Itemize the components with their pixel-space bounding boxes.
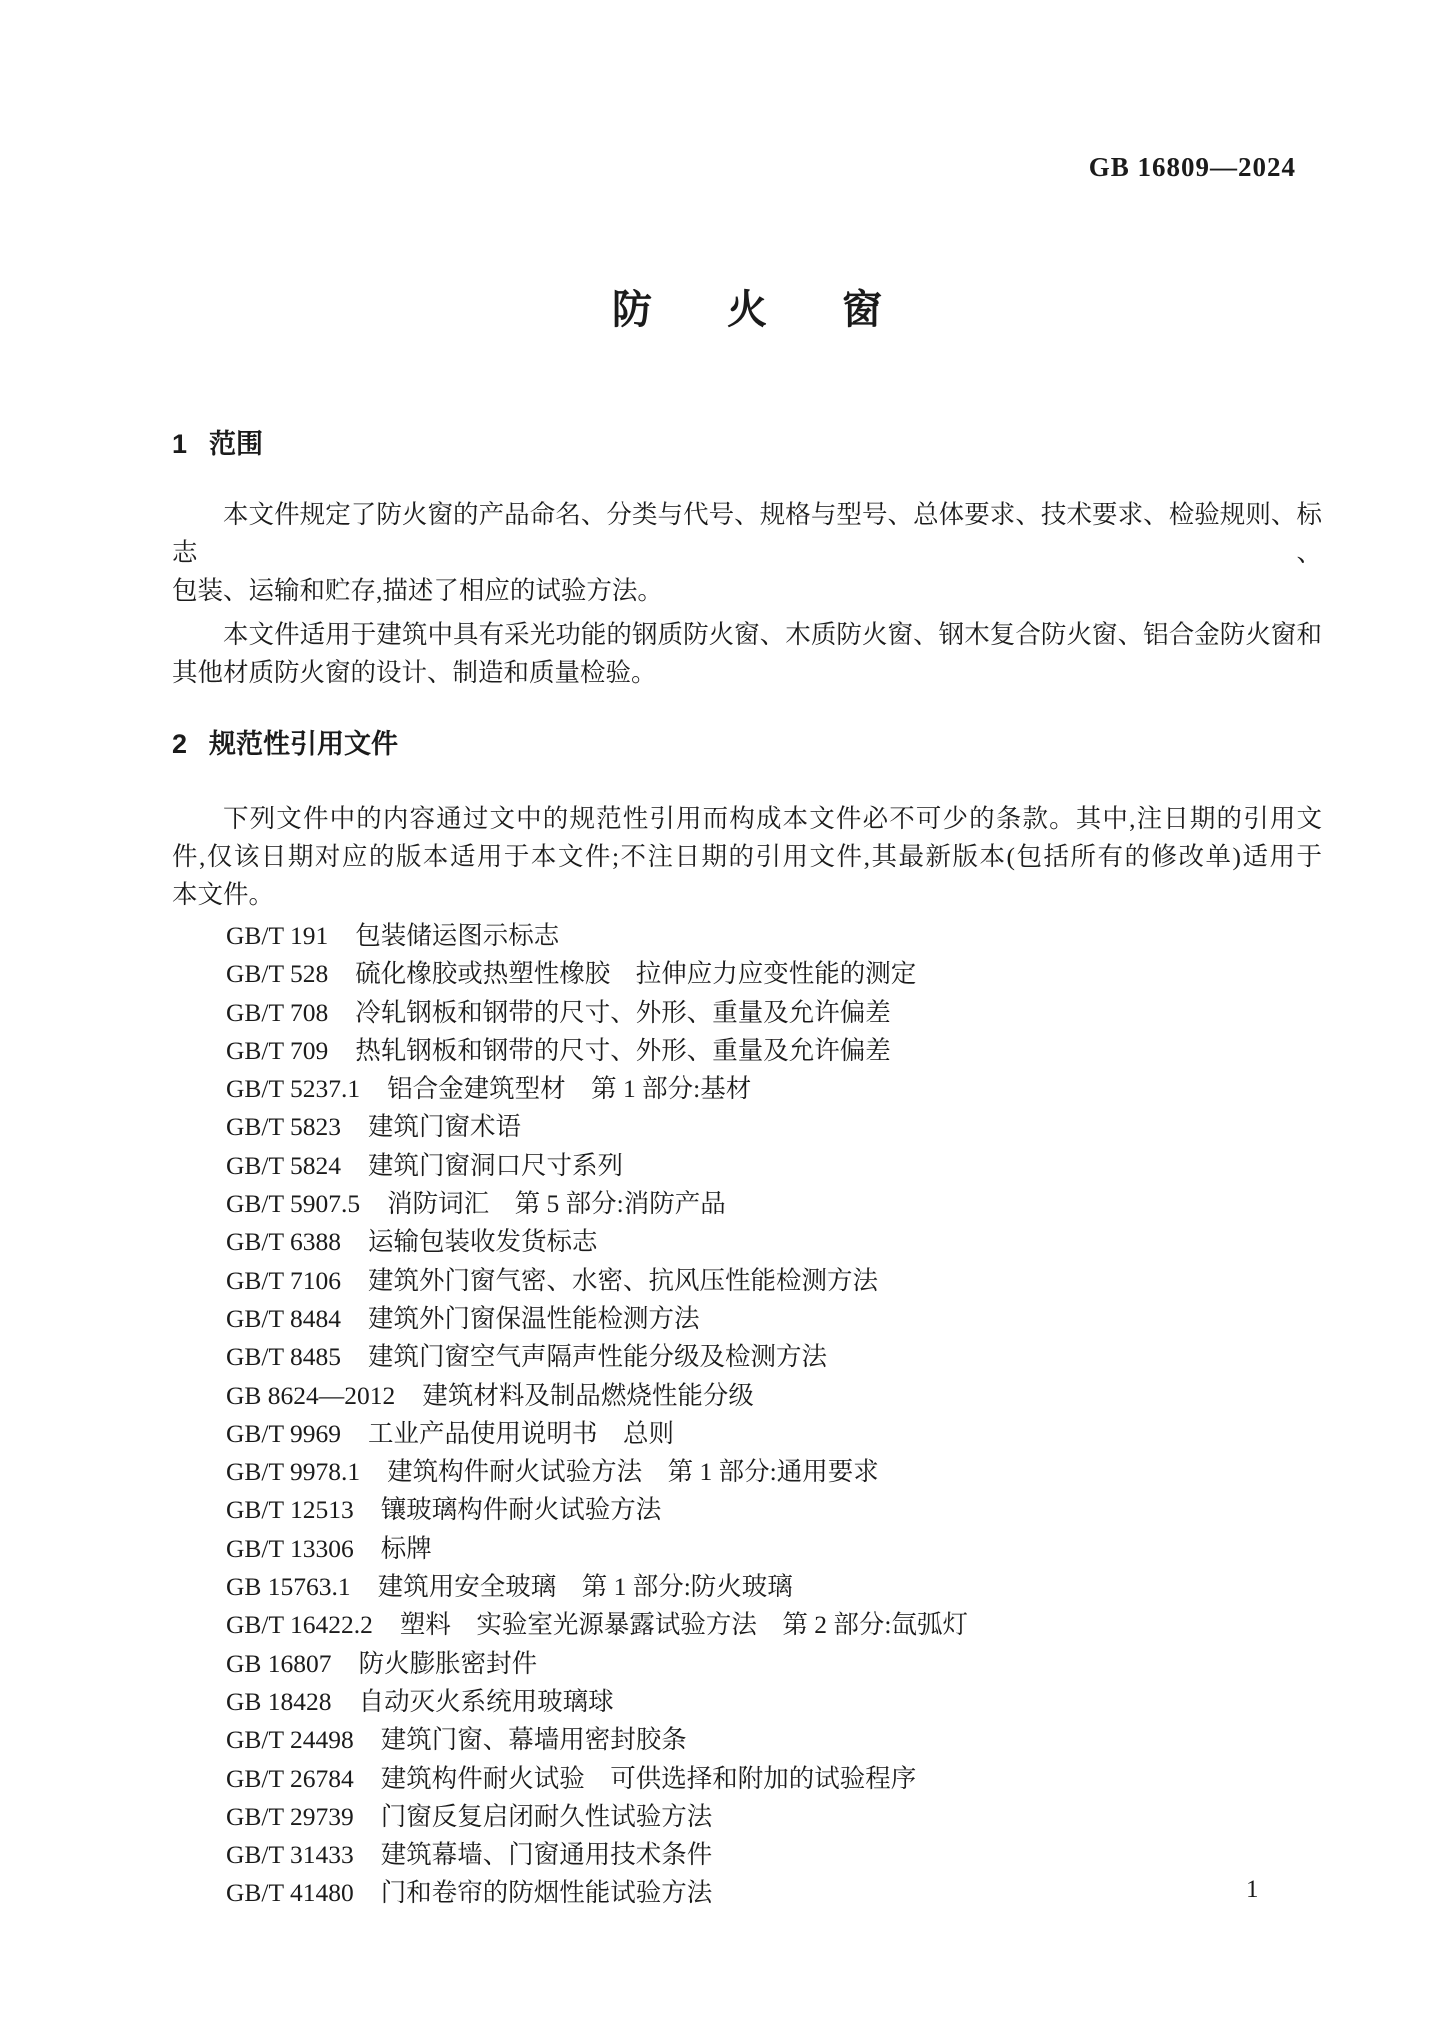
reference-code: GB/T 8485 xyxy=(226,1342,341,1372)
reference-code: GB/T 5824 xyxy=(226,1150,341,1180)
section-2-title: 规范性引用文件 xyxy=(209,729,399,759)
text-line: 本文件规定了防火窗的产品命名、分类与代号、规格与型号、总体要求、技术要求、检验规则、标志、 xyxy=(172,500,1322,567)
reference-item xyxy=(226,1683,1322,1721)
text-line: 本文件适用于建筑中具有采光功能的钢质防火窗、木质防火窗、钢木复合防火窗、铝合金防火窗和 xyxy=(223,620,1322,649)
reference-code: GB/T 709 xyxy=(226,1035,329,1065)
reference-title: 建筑门窗、幕墙用密封胶条 xyxy=(380,1725,687,1755)
reference-code: GB/T 5237.1 xyxy=(226,1074,361,1104)
section-2-number: 2 xyxy=(172,729,188,759)
reference-title: 门和卷帘的防烟性能试验方法 xyxy=(380,1878,713,1908)
reference-item xyxy=(226,1874,1322,1912)
reference-title: 自动灭火系统用玻璃球 xyxy=(358,1686,614,1716)
reference-code: GB/T 8484 xyxy=(226,1303,341,1333)
reference-title: 门窗反复启闭耐久性试验方法 xyxy=(380,1801,713,1831)
reference-code: GB/T 26784 xyxy=(226,1763,354,1793)
reference-item xyxy=(226,1262,1322,1300)
standard-number: GB 16809—2024 xyxy=(1088,152,1296,182)
scope-paragraph-1 xyxy=(172,496,1322,610)
scope-paragraph-2 xyxy=(172,616,1322,692)
section-1-number: 1 xyxy=(172,429,188,459)
reference-code: GB/T 708 xyxy=(226,997,329,1027)
reference-code: GB/T 12513 xyxy=(226,1495,354,1525)
text-line: 件,仅该日期对应的版本适用于本文件;不注日期的引用文件,其最新版本(包括所有的修改单)适用于 xyxy=(172,842,1322,871)
reference-code: GB/T 24498 xyxy=(226,1725,354,1755)
reference-title: 建筑门窗空气声隔声性能分级及检测方法 xyxy=(368,1342,828,1372)
reference-code: GB/T 41480 xyxy=(226,1878,354,1908)
reference-title: 运输包装收发货标志 xyxy=(368,1227,598,1257)
reference-code: GB/T 528 xyxy=(226,959,329,989)
reference-item xyxy=(226,1147,1322,1185)
reference-title: 建筑门窗洞口尺寸系列 xyxy=(368,1150,624,1180)
reference-item xyxy=(226,1223,1322,1261)
reference-title: 建筑幕墙、门窗通用技术条件 xyxy=(380,1840,713,1870)
reference-code: GB/T 5907.5 xyxy=(226,1189,361,1219)
reference-code: GB/T 9969 xyxy=(226,1418,341,1448)
reference-item xyxy=(226,1108,1322,1146)
reference-item xyxy=(226,1300,1322,1338)
reference-code: GB/T 31433 xyxy=(226,1840,354,1870)
reference-title: 热轧钢板和钢带的尺寸、外形、重量及允许偏差 xyxy=(355,1035,891,1065)
text-line: 本文件。 xyxy=(172,880,275,909)
reference-item xyxy=(226,1338,1322,1376)
reference-title: 建筑外门窗气密、水密、抗风压性能检测方法 xyxy=(368,1265,879,1295)
reference-code: GB 8624—2012 xyxy=(226,1380,396,1410)
reference-code: GB 15763.1 xyxy=(226,1572,351,1602)
reference-title: 建筑构件耐火试验方法 第 1 部分:通用要求 xyxy=(387,1457,879,1487)
reference-title: 标牌 xyxy=(380,1533,432,1563)
reference-item xyxy=(226,1836,1322,1874)
reference-item xyxy=(226,1415,1322,1453)
reference-code: GB/T 9978.1 xyxy=(226,1457,361,1487)
reference-item xyxy=(226,994,1322,1032)
reference-title: 硫化橡胶或热塑性橡胶 拉伸应力应变性能的测定 xyxy=(355,959,917,989)
reference-item xyxy=(226,1032,1322,1070)
reference-code: GB/T 5823 xyxy=(226,1112,341,1142)
reference-code: GB/T 7106 xyxy=(226,1265,341,1295)
page-number: 1 xyxy=(1246,1876,1259,1903)
reference-title: 工业产品使用说明书 总则 xyxy=(368,1418,675,1448)
reference-item xyxy=(226,1377,1322,1415)
page-content xyxy=(172,0,1322,1913)
section-1-title: 范围 xyxy=(209,429,264,459)
references-intro-paragraph xyxy=(172,800,1322,914)
section-2-heading xyxy=(172,728,1322,760)
reference-item xyxy=(226,1568,1322,1606)
document-title: 防火窗 xyxy=(612,288,957,332)
reference-code: GB/T 16422.2 xyxy=(226,1610,373,1640)
reference-title: 建筑材料及制品燃烧性能分级 xyxy=(422,1380,754,1410)
reference-item xyxy=(226,1606,1322,1644)
reference-item xyxy=(226,1185,1322,1223)
references-list xyxy=(172,917,1322,1913)
reference-code: GB/T 191 xyxy=(226,921,329,950)
reference-title: 建筑外门窗保温性能检测方法 xyxy=(368,1303,700,1333)
reference-code: GB 18428 xyxy=(226,1686,332,1716)
reference-title: 铝合金建筑型材 第 1 部分:基材 xyxy=(387,1074,752,1104)
reference-code: GB 16807 xyxy=(226,1648,332,1678)
reference-title: 消防词汇 第 5 部分:消防产品 xyxy=(387,1189,726,1219)
reference-code: GB/T 13306 xyxy=(226,1533,354,1563)
reference-title: 镶玻璃构件耐火试验方法 xyxy=(380,1495,662,1525)
reference-item xyxy=(226,1453,1322,1491)
reference-item xyxy=(226,1721,1322,1759)
reference-code: GB/T 29739 xyxy=(226,1801,354,1831)
reference-code: GB/T 6388 xyxy=(226,1227,341,1257)
reference-item xyxy=(226,1645,1322,1683)
reference-title: 建筑用安全玻璃 第 1 部分:防火玻璃 xyxy=(377,1572,793,1602)
text-line: 下列文件中的内容通过文中的规范性引用而构成本文件必不可少的条款。其中,注日期的引用文 xyxy=(223,804,1322,833)
reference-item xyxy=(226,1530,1322,1568)
reference-title: 冷轧钢板和钢带的尺寸、外形、重量及允许偏差 xyxy=(355,997,891,1027)
reference-item xyxy=(226,1070,1322,1108)
reference-item xyxy=(226,1760,1322,1798)
text-line: 其他材质防火窗的设计、制造和质量检验。 xyxy=(172,658,657,687)
reference-title: 建筑构件耐火试验 可供选择和附加的试验程序 xyxy=(380,1763,917,1793)
reference-title: 包装储运图示标志 xyxy=(355,921,560,950)
reference-item xyxy=(226,955,1322,993)
reference-item xyxy=(226,1491,1322,1529)
reference-item xyxy=(226,1798,1322,1836)
reference-item xyxy=(226,917,1322,955)
text-line: 包装、运输和贮存,描述了相应的试验方法。 xyxy=(172,576,663,605)
reference-title: 建筑门窗术语 xyxy=(368,1112,522,1142)
section-1-heading xyxy=(172,428,1322,460)
reference-title: 防火膨胀密封件 xyxy=(358,1648,538,1678)
reference-title: 塑料 实验室光源暴露试验方法 第 2 部分:氙弧灯 xyxy=(399,1610,968,1640)
